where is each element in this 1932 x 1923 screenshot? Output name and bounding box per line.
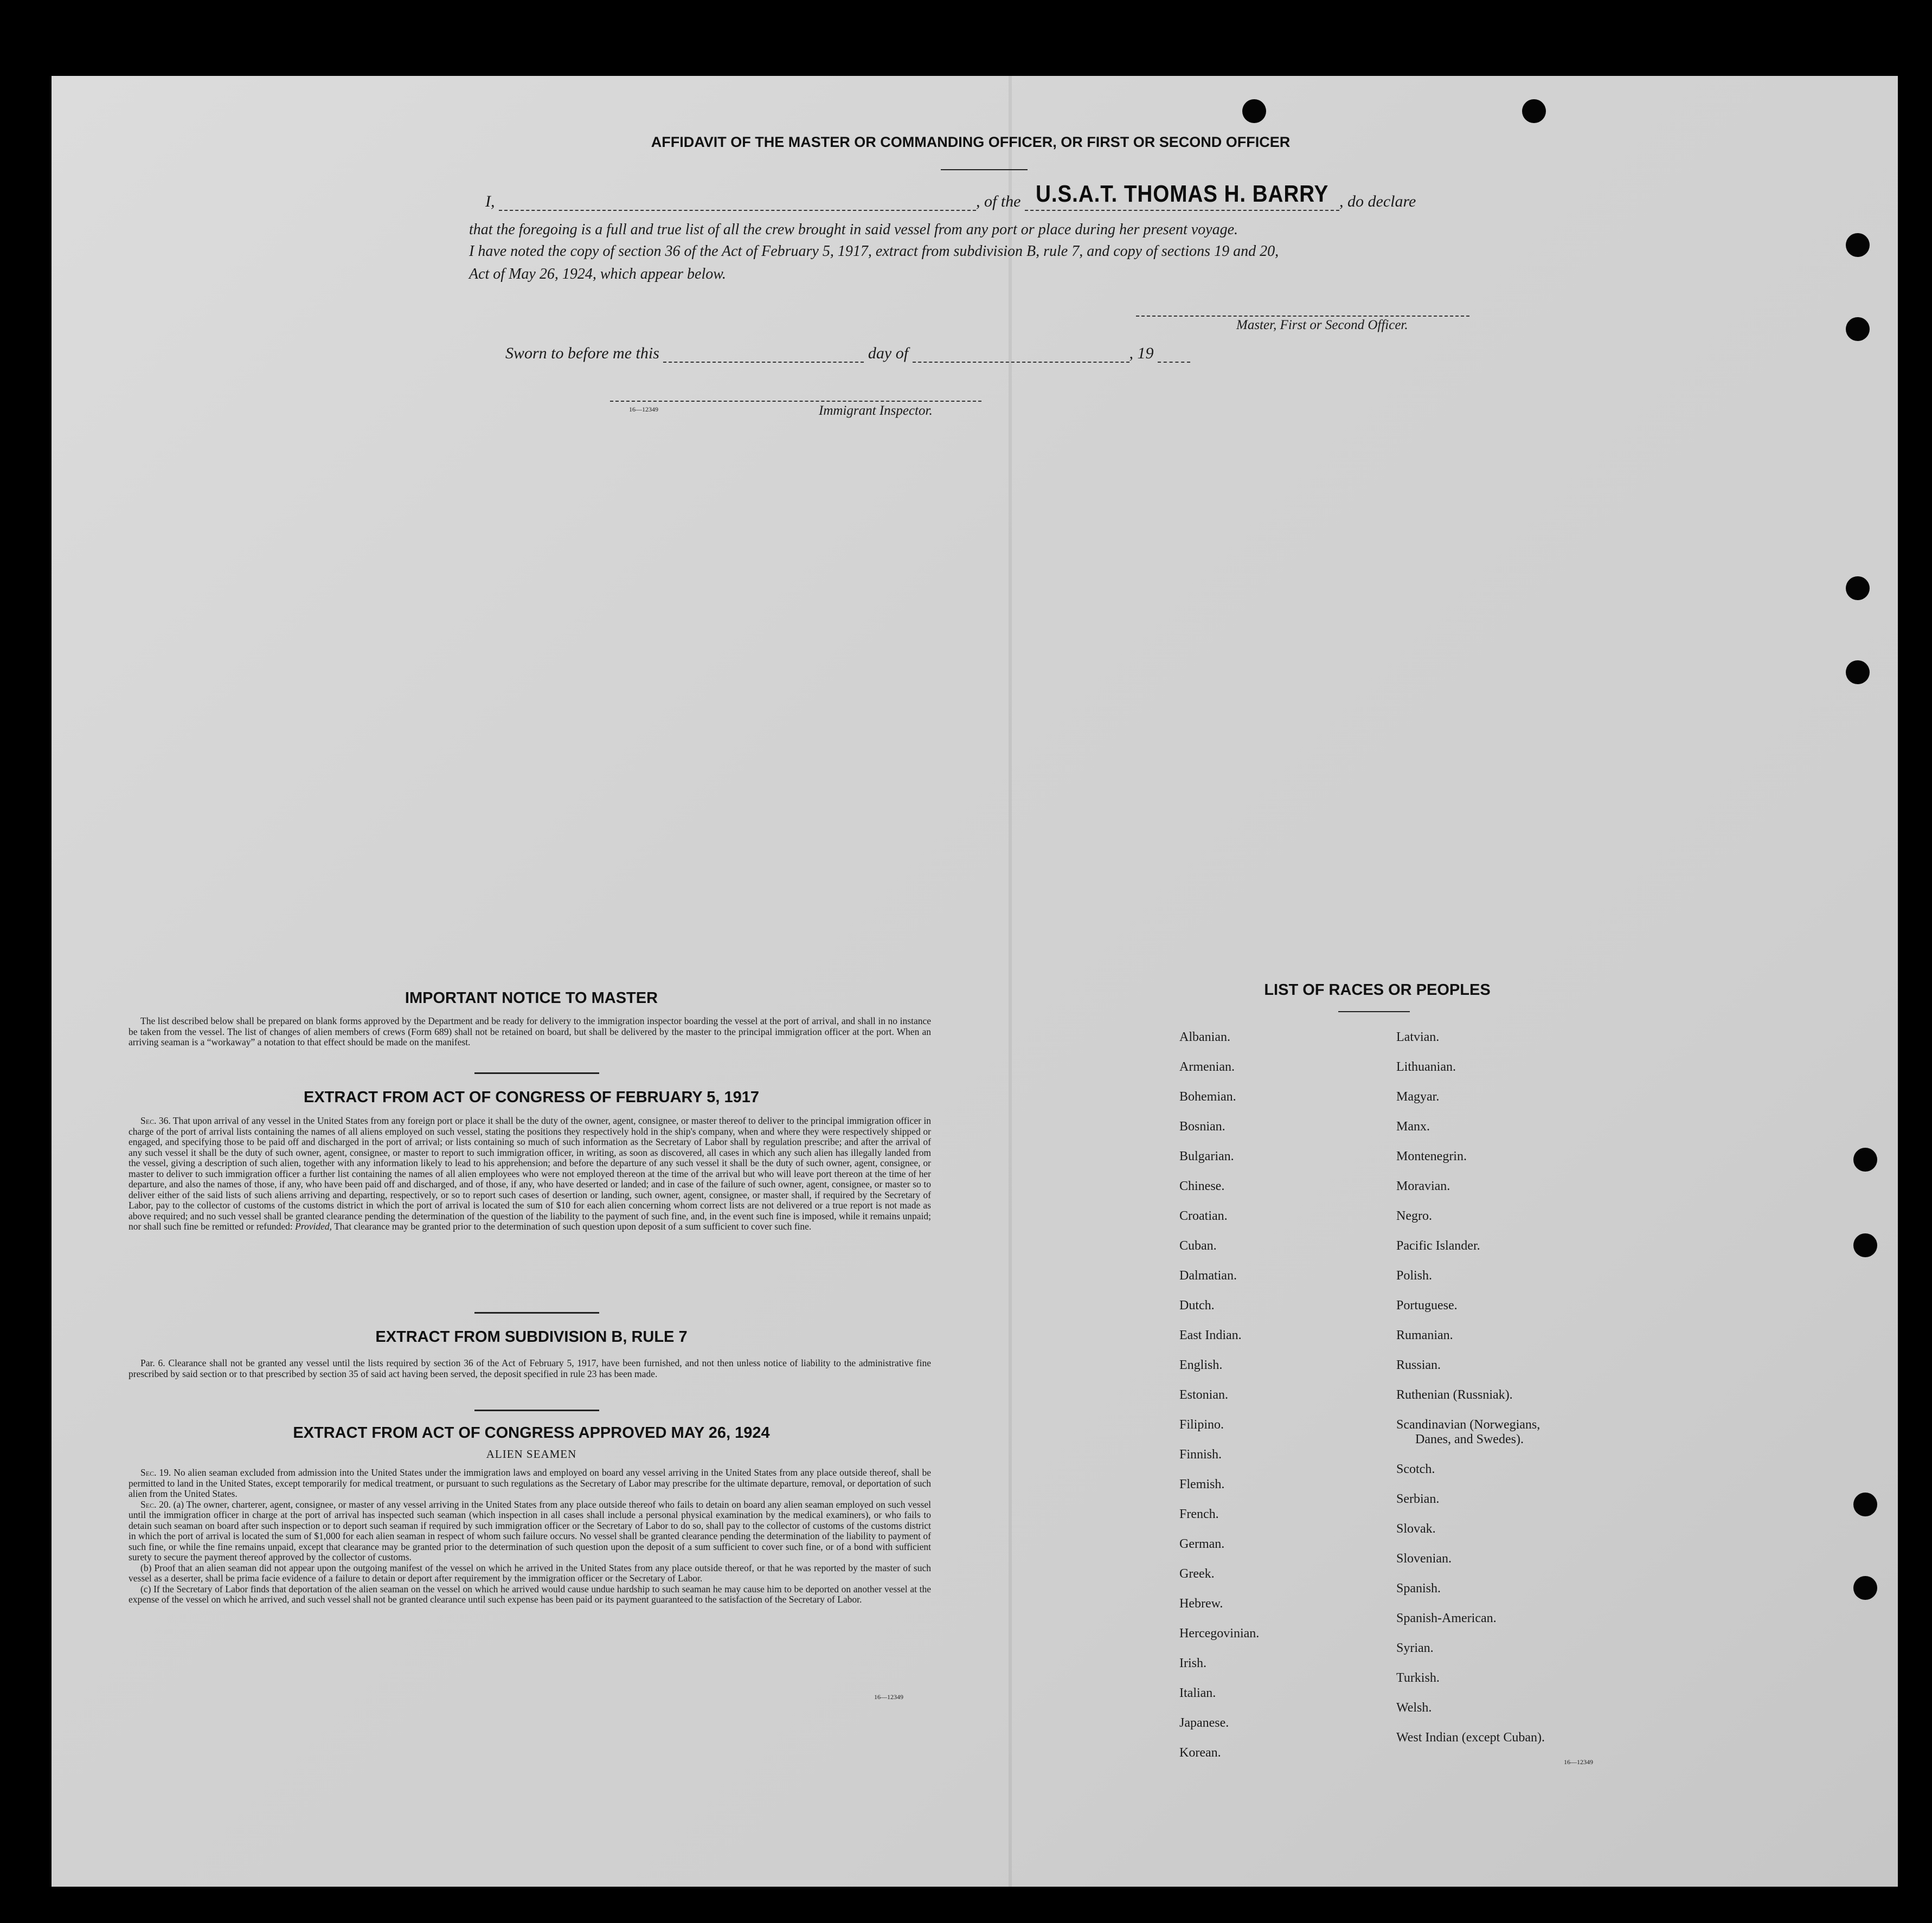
race-item: Lithuanian. (1396, 1060, 1456, 1074)
race-item: Cuban. (1179, 1239, 1217, 1253)
race-item: Italian. (1179, 1686, 1216, 1700)
affidavit-title: AFFIDAVIT OF THE MASTER OR COMMANDING OFFICER, OR FIRST OR SECOND OFFICER (651, 134, 1291, 150)
sworn-day-field[interactable] (663, 362, 864, 363)
race-item: Japanese. (1179, 1716, 1229, 1730)
race-item: Slovak. (1396, 1522, 1436, 1536)
divider (474, 1072, 599, 1074)
sworn-month-field[interactable] (913, 362, 1129, 363)
race-item: Ruthenian (Russniak). (1396, 1388, 1513, 1402)
race-item: German. (1179, 1537, 1225, 1551)
race-item: Albanian. (1179, 1030, 1230, 1044)
sworn-year: , 19 (1129, 344, 1154, 362)
race-item: Danes, and Swedes). (1415, 1432, 1524, 1446)
sworn-prefix: Sworn to before me this (505, 344, 659, 362)
affidavit-line-4: Act of May 26, 1924, which appear below. (469, 266, 726, 282)
race-item: Latvian. (1396, 1030, 1440, 1044)
race-item: Greek. (1179, 1567, 1215, 1581)
affidavit-line-3: I have noted the copy of section 36 of the Act of February 5, 1917, extract from subdivision B, rule 7, and copy of sections 19 and 20, (469, 243, 1279, 260)
divider (941, 169, 1028, 170)
race-item: Portuguese. (1396, 1298, 1458, 1313)
sworn-day-of: day of (868, 344, 909, 362)
punch-hole (1522, 99, 1546, 123)
race-item: Flemish. (1179, 1477, 1225, 1491)
notice-title: IMPORTANT NOTICE TO MASTER (405, 989, 658, 1007)
race-item: Armenian. (1179, 1060, 1235, 1074)
race-item: Croatian. (1179, 1209, 1228, 1223)
alien-seamen-subtitle: ALIEN SEAMEN (486, 1448, 577, 1461)
punch-hole (1242, 99, 1266, 123)
race-item: Hebrew. (1179, 1597, 1223, 1611)
race-item: Montenegrin. (1396, 1149, 1467, 1163)
punch-hole (1853, 1493, 1877, 1516)
rule-7-paragraph: Par. 6. Clearance shall not be granted any vessel until the lists required by section 36 of the Act of February 5, 1917, have been furnished, and not then unless notice of liability to the administrative fine prescribed by said section or to that prescribed by section 35 of said act having been served, the deposit specified in rule 23 has been made. (129, 1358, 931, 1379)
line1-of: , of the (976, 192, 1021, 210)
affidavit-line-2: that the foregoing is a full and true list of all the crew brought in said vessel from any port or place during her present voyage. (469, 221, 1238, 238)
race-item: Moravian. (1396, 1179, 1450, 1193)
race-item: West Indian (except Cuban). (1396, 1731, 1545, 1745)
line1-suffix: , do declare (1339, 192, 1416, 210)
punch-hole (1846, 660, 1870, 684)
race-item: Chinese. (1179, 1179, 1225, 1193)
sec-36-label: Sec. 36. (140, 1115, 171, 1126)
punch-hole (1853, 1148, 1877, 1172)
race-item: Korean. (1179, 1746, 1221, 1760)
race-item: Syrian. (1396, 1641, 1434, 1655)
race-item: Spanish-American. (1396, 1611, 1497, 1625)
vessel-name: U.S.A.T. THOMAS H. BARRY (1036, 181, 1329, 207)
divider (474, 1410, 599, 1411)
sec-36-text: That upon arrival of any vessel in the United States from any foreign port or place it shall be the duty of the owner, agent, consignee, or master thereof to deliver to the principal immigration officer in charge of the port of arrival lists containing the names of all aliens employed on such vessel, stating the positions they respectively hold in the ship's company, when and where they were respectively shipped or engaged, and specifying those to be paid off and discharged in the port of arrival; or lists containing so much of such information as the Secretary of Labor shall by regulation prescribe; and after the arrival of any such vessel it shall be the duty of such owner, agent, consignee, or master to report to such immigration officer, in writing, as soon as discovered, all cases in which any such alien has illegally landed from the vessel, giving a description of such alien, together with any information likely to lead to his apprehension; and before the departure of any such vessel it shall be the duty of such owner, agent, consignee, or master to deliver to such immigration officer a further list containing the names of all alien employees who were not employed thereon at the time of the arrival but who will leave port thereon at the time of her departure, and also the names of those, if any, who have been paid off and discharged, and of those, if any, who have deserted or landed; and in case of the failure of such owner, agent, consignee, or master so to deliver either of the said lists of such aliens arriving and departing, respectively, or so to report such cases of desertion or landing, such owner, agent, consignee, or master shall, if required by the Secretary of Labor, pay to the collector of customs of the customs district in which the port of arrival is located the sum of $10 for each alien concerning whom correct lists are not delivered or a true report is not made as above required; and no such vessel shall be granted clearance pending the determination of the question of the liability to the payment of such fine, and, in the event such fine is imposed, while it remains unpaid; nor shall such fine be remitted or refunded: (129, 1115, 931, 1232)
sec-20c-text: (c) If the Secretary of Labor finds that deportation of the alien seaman on the vessel on which he arrived would cause undue hardship to such seaman he may cause him to be deported on another vessel at the expense of the vessel on which he arrived, and such vessel shall not be granted clearance until such expense has been paid or its payment guaranteed to the satisfaction of the Secretary of Labor. (129, 1583, 931, 1605)
race-item: Manx. (1396, 1120, 1430, 1134)
race-item: Hercegovinian. (1179, 1626, 1260, 1641)
sec-19-text: No alien seaman excluded from admission into the United States under the immigration laws and employed on board any vessel arriving in the United States from any place outside thereof, shall be permitted to land in the United States, except temporarily for medical treatment, or pursuant to such regulations as the Secretary of Labor may prescribe for the ultimate departure, removal, or deportation of such alien from the United States. (129, 1467, 932, 1499)
divider (474, 1312, 599, 1314)
sworn-year-field[interactable] (1158, 362, 1190, 363)
race-item: Negro. (1396, 1209, 1432, 1223)
declarant-name-field[interactable] (499, 210, 976, 211)
proviso-text: That clearance may be granted prior to the determination of such question upon deposit of a sum sufficient to cover such fine. (334, 1221, 812, 1232)
race-item: Irish. (1179, 1656, 1206, 1670)
inspector-label: Immigrant Inspector. (819, 403, 933, 418)
inspector-signature-field[interactable] (610, 400, 981, 402)
race-item: Estonian. (1179, 1388, 1228, 1402)
form-number: 16—12349 (874, 1693, 903, 1701)
races-title: LIST OF RACES OR PEOPLES (1264, 981, 1491, 999)
notice-text (129, 1016, 931, 1048)
race-item: Scandinavian (Norwegians, (1396, 1418, 1541, 1432)
race-item: Bulgarian. (1179, 1149, 1234, 1163)
race-item: English. (1179, 1358, 1223, 1372)
extract-1924-title: EXTRACT FROM ACT OF CONGRESS APPROVED MAY 26, 1924 (293, 1424, 770, 1442)
sec-20-label: Sec. 20. (140, 1498, 171, 1510)
race-item: Serbian. (1396, 1492, 1440, 1506)
sworn-line (505, 344, 1190, 363)
race-item: Turkish. (1396, 1671, 1440, 1685)
punch-hole (1846, 233, 1870, 257)
punch-hole (1846, 576, 1870, 600)
race-item: Rumanian. (1396, 1328, 1453, 1342)
race-item: Filipino. (1179, 1418, 1224, 1432)
race-item: Bohemian. (1179, 1090, 1236, 1104)
race-item: French. (1179, 1507, 1219, 1521)
race-item: Welsh. (1396, 1701, 1432, 1715)
affidavit-line-1 (485, 181, 1416, 211)
race-item: Pacific Islander. (1396, 1239, 1480, 1253)
punch-hole (1853, 1233, 1877, 1257)
race-item: Scotch. (1396, 1462, 1435, 1476)
proviso-word: Provided, (295, 1221, 332, 1232)
extract-1924-text (129, 1468, 931, 1605)
sec-19-label: Sec. 19. (140, 1467, 171, 1478)
extract-1917-title: EXTRACT FROM ACT OF CONGRESS OF FEBRUARY 5, 1917 (303, 1089, 760, 1106)
sec-20b-text: (b) Proof that an alien seaman did not appear upon the outgoing manifest of the vessel on which he arrived in the United States from any place outside thereof, or that he was reported by the master of such vessel as a deserter, shall be prima facie evidence of a failure to detain or deport after requirement by the immigration officer or the Secretary of Labor. (129, 1562, 931, 1584)
race-item: Finnish. (1179, 1448, 1222, 1462)
master-signature-label: Master, First or Second Officer. (1236, 318, 1408, 332)
line1-prefix: I, (485, 192, 495, 210)
race-item: Polish. (1396, 1269, 1433, 1283)
race-item: Magyar. (1396, 1090, 1440, 1104)
race-item: Bosnian. (1179, 1120, 1225, 1134)
master-signature-field[interactable] (1136, 314, 1469, 317)
race-item: Spanish. (1396, 1581, 1441, 1596)
divider (1338, 1011, 1410, 1012)
race-item: Russian. (1396, 1358, 1441, 1372)
rule-7-text (129, 1358, 931, 1379)
extract-1917-text (129, 1116, 931, 1232)
notice-paragraph: The list described below shall be prepared on blank forms approved by the Department and be ready for delivery to the immigration inspector boarding the vessel at the port of arrival, and shall in no instance be taken from the vessel. The list of changes of alien members of crews (Form 689) shall not be retained on board, but shall be delivered by the master to the principal immigration officer at the port. When an arriving seaman is a “workaway” a notation to that effect should be made on the manifest. (129, 1015, 931, 1047)
race-item: Dutch. (1179, 1298, 1215, 1313)
sec-20a-text: (a) The owner, charterer, agent, consignee, or master of any vessel arriving in the United States from any place outside thereof who fails to detain on board any alien seaman employed on such vessel until the immigration officer in charge at the port of arrival has inspected such seaman (which inspection in all cases shall include a personal physical examination by the medical examiners), or who fails to detain such seaman on board after such inspection or to deport such seaman if required by such immigration officer or the Secretary of Labor to do so, shall pay to the collector of customs of the customs district in which the port of arrival is located the sum of $1,000 for each alien seaman in respect of whom such failure occurs. No vessel shall be granted clearance pending the determination of the liability to payment of such fine, or while the fine remains unpaid, except that clearance may be granted prior to the determination of such question upon the deposit of a sum sufficient to cover such fine, or of a bond with sufficient surety to secure the payment thereof approved by the collector of customs. (129, 1498, 931, 1562)
race-item: Slovenian. (1396, 1552, 1452, 1566)
form-number: 16—12349 (1564, 1758, 1593, 1766)
punch-hole (1846, 317, 1870, 341)
form-number: 16—12349 (629, 406, 658, 413)
rule-7-title: EXTRACT FROM SUBDIVISION B, RULE 7 (375, 1328, 688, 1346)
race-item: East Indian. (1179, 1328, 1242, 1342)
punch-hole (1853, 1576, 1877, 1600)
race-item: Dalmatian. (1179, 1269, 1237, 1283)
vessel-name-field[interactable] (1025, 181, 1339, 211)
